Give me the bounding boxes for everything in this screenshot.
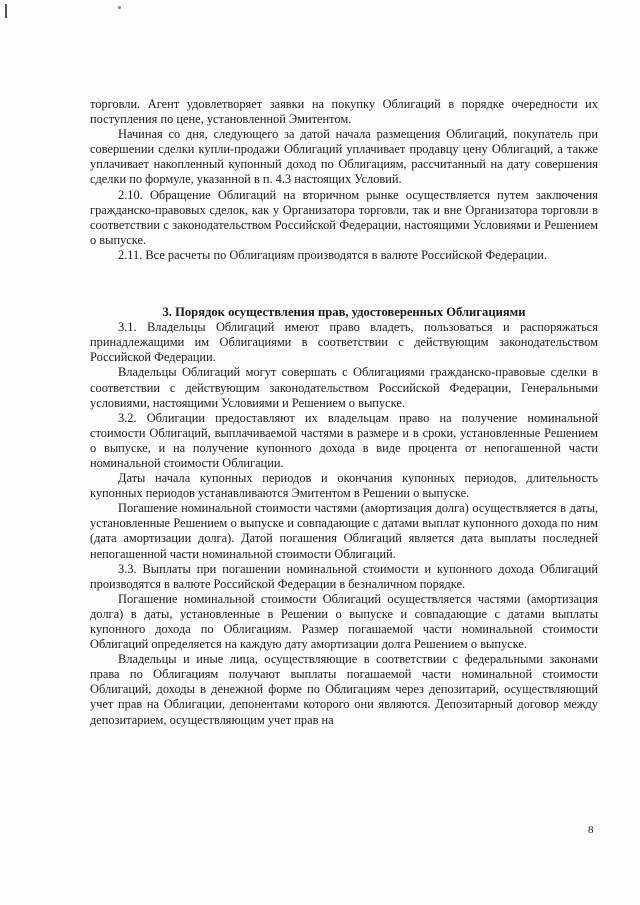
paragraph-redemption-dates: Погашение номинальной стоимости Облигаций осуществляется частями (амортизация долга) в даты, установленные в Решении о выпуске и совпадающие с датами выплаты купонного дохода по Облигациям. Размер погашаемой части номинальной стоимости Облигаций определяется на каждую дату амортизации долга Решением о выпуске. [90,591,598,652]
paragraph-amortization: Погашение номинальной стоимости частями (амортизация долга) осуществляется в даты, установленные Решением о выпуске и совпадающие с датами выплат купонного дохода по ним (дата амортизации долга). Датой погашения Облигаций является дата выплаты последней непогашенной части номинальной стоимости Облигаций. [90,501,598,561]
paragraph-2-10: 2.10. Обращение Облигаций на вторичном рынке осуществляется путем заключения гражданско-правовых сделок, как у Организатора торговли, так и вне Организатора торговли в соответствии с законодательством Российской Федерации, настоящими Условиями и Решением о выпуске. [90,187,598,247]
paragraph-accrued-coupon: Начиная со дня, следующего за датой начала размещения Облигаций, покупатель при совершении сделки купли-продажи Облигаций уплачивает продавцу цену Облигаций, а также уплачивает накопленный купонный доход по Облигациям, рассчитанный на дату совершения сделки по формуле, указанной в п. 4.3 настоящих Условий. [90,127,598,187]
page-number: 8 [588,824,594,836]
document-body [90,97,598,728]
paragraph-continuation: торговли. Агент удовлетворяет заявки на покупку Облигаций в порядке очередности их поступления по цене, установленной Эмитентом. [90,97,598,127]
paragraph-depositary: Владельцы и иные лица, осуществляющие в соответствии с федеральными законами права по Облигациям получают выплаты погашаемой части номинальной стоимости Облигаций, доходы в денежной форме по Облигациям через депозитарий, осуществляющий учет прав на Облигации, депонентами которого они являются. Депозитарный договор между депозитарием, осуществляющим учет прав на [90,652,598,727]
paragraph-civil-transactions: Владельцы Облигаций могут совершать с Облигациями гражданско-правовые сделки в соответствии с действующим законодательством Российской Федерации, Генеральными условиями, настоящими Условиями и Решением о выпуске. [90,365,598,410]
paragraph-3-3: 3.3. Выплаты при погашении номинальной стоимости и купонного дохода Облигаций производятся в валюте Российской Федерации в безналичном порядке. [90,561,598,591]
paragraph-3-1: 3.1. Владельцы Облигаций имеют право владеть, пользоваться и распоряжаться принадлежащими им Облигациями в соответствии с действующим законодательством Российской Федерации. [90,320,598,365]
section-spacer [90,263,598,305]
scan-dust-mark [118,6,121,9]
scan-edge-mark [5,4,7,18]
paragraph-2-11: 2.11. Все расчеты по Облигациям производятся в валюте Российской Федерации. [118,247,547,262]
paragraph-3-2: 3.2. Облигации предоставляют их владельцам право на получение номинальной стоимости Облигаций, выплачиваемой частями в размере и в сроки, установленные Решением о выпуске, и на получение купонного дохода в виде процента от непогашенной части номинальной стоимости Облигации. [90,410,598,470]
section-heading: 3. Порядок осуществления прав, удостоверенных Облигациями [162,305,526,320]
paragraph-coupon-periods: Даты начала купонных периодов и окончания купонных периодов, длительность купонных периодов устанавливаются Эмитентом в Решении о выпуске. [90,471,598,501]
